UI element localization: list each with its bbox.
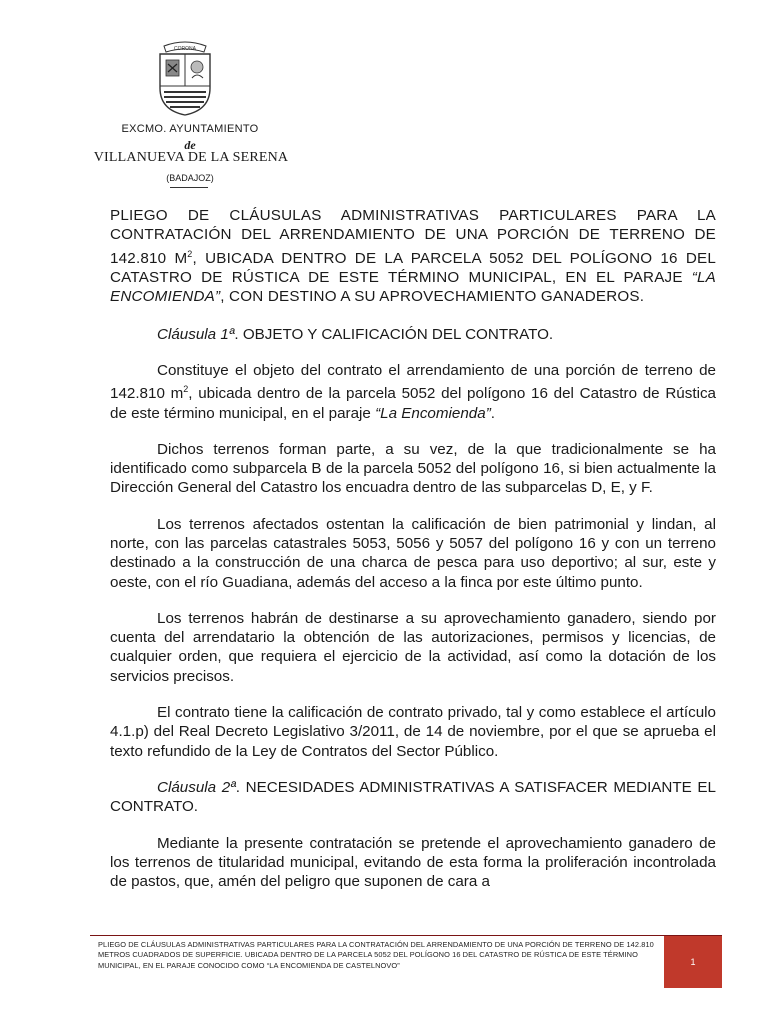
paragraph-subparcel: Dichos terrenos forman parte, a su vez, de la que tradicionalmente se ha identificado como subparcela B de la parcela 5052 del polígono 16, si bien actualmente la Dirección General del Catastro los encuadra dentro de las subparcelas D, E, y F. [110, 440, 716, 497]
paragraph-needs: Mediante la presente contratación se pretende el aprovechamiento ganadero de los terrenos de titularidad municipal, evitando de esta forma la proliferación incontrolada de pastos, que, amén del peligro que suponen de cara a [110, 834, 716, 891]
paragraph-object: Constituye el objeto del contrato el arrendamiento de una porción de terreno de 142.810 $m^2$, ubicada dentro de la parcela 5052 del polígono 16 del Catastro de Rústica de este término municipal, en el paraje “La Encomienda”. [110, 361, 716, 422]
document-title: PLIEGO DE CLÁUSULAS ADMINISTRATIVAS PARTICULARES PARA LA CONTRATACIÓN DEL ARRENDAMIENTO DE UNA PORCIÓN DE TERRENO DE 142.810 $M^2$, UBICADA DENTRO DE LA PARCELA 5052 DEL POLÍGONO 16 DEL CATASTRO DE RÚSTICA DE ESTE TÉRMINO MUNICIPAL, EN EL PARAJE “LA ENCOMIENDA”, CON DESTINO A SU APROVECHAMIENTO GANADEROS. [110, 207, 716, 306]
town-hall-heading-de: de [184, 138, 196, 152]
svg-text:CORONA: CORONA [174, 46, 196, 52]
town-name: VILLANUEVA DE LA SERENA [93, 150, 289, 165]
page-number: 1 [664, 936, 722, 988]
clause-1-heading: Cláusula 1ª. OBJETO Y CALIFICACIÓN DEL CONTRATO. [157, 325, 554, 343]
paragraph-qualification: El contrato tiene la calificación de contrato privado, tal y como establece el artículo 4.1.p) del Real Decreto Legislativo 3/2011, de 14 de noviembre, por el que se aprueba el texto refundido de la Ley de Contratos del Sector Público. [110, 704, 716, 760]
municipal-coat-of-arms-logo [150, 40, 220, 116]
province-label: (BADAJOZ) [166, 173, 214, 183]
header-divider [170, 187, 208, 188]
page-footer [90, 935, 722, 988]
clause-2-heading: Cláusula 2ª. NECESIDADES ADMINISTRATIVAS A SATISFACER MEDIANTE EL CONTRATO. [110, 778, 716, 816]
paragraph-boundaries: Los terrenos afectados ostentan la calificación de bien patrimonial y lindan, al norte, con las parcelas catastrales 5053, 5056 y 5057 del polígono 16 y con un terreno destinado a la construcción de una charca de pesca para uso deportivo; al sur, este y oeste, con el río Guadiana, además del acceso a la finca por este último punto. [110, 515, 716, 591]
footer-text: PLIEGO DE CLÁUSULAS ADMINISTRATIVAS PARTICULARES PARA LA CONTRATACIÓN DEL ARRENDAMIENTO DE UNA PORCIÓN DE TERRENO DE 142.810 METROS CUADRADOS DE SUPERFICIE. UBICADA DENTRO DE LA PARCELA 5052 DEL POLÍGONO 16 DEL CATASTRO DE RÚSTICA DE ESTE TÉRMINO MUNICIPAL, EN EL PARAJE CONOCIDO COMO “LA ENCOMIENDA DE CASTELNOVO” [98, 940, 654, 970]
paragraph-use: Los terrenos habrán de destinarse a su aprovechamiento ganadero, siendo por cuenta del arrendatario la obtención de las autorizaciones, permisos y licencias, de cualquier orden, que requiera el ejercicio de la actividad, así como la dotación de los servicios precisos. [110, 609, 716, 685]
town-hall-heading: EXCMO. AYUNTAMIENTO [121, 123, 259, 135]
document-body [110, 206, 716, 891]
